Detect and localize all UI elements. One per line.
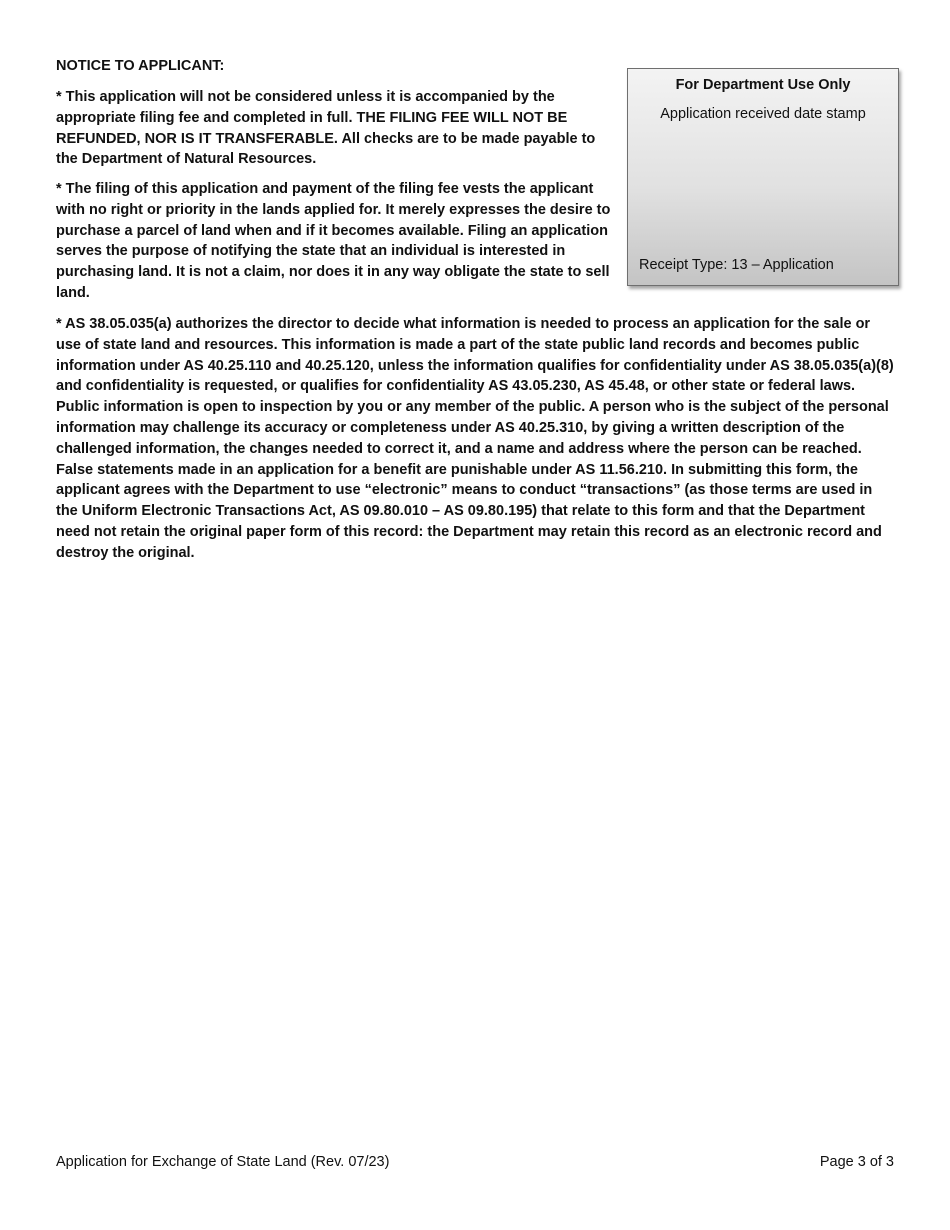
date-stamp-label: Application received date stamp <box>660 106 866 122</box>
notice-paragraph-no-priority: * The filing of this application and payment of the filing fee vests the applicant with no right or priority in the lands applied for. It merely expresses the desire to purchase a parcel of land when and if it becomes available. Filing an application serves the purpose of notifying the state that an individual is interested in purchasing land. It is not a claim, nor does it in any way obligate the state to sell land. <box>56 181 611 301</box>
department-use-box <box>627 68 899 286</box>
notice-heading: NOTICE TO APPLICANT: <box>56 58 225 74</box>
footer-form-name: Application for Exchange of State Land (Rev. 07/23) <box>56 1154 390 1170</box>
receipt-type-label: Receipt Type: 13 – Application <box>639 257 834 273</box>
footer-page-number: Page 3 of 3 <box>819 1154 894 1170</box>
notice-paragraph-public-information: * AS 38.05.035(a) authorizes the director to decide what information is needed to process an application for the sale or use of state land and resources. This information is made a part of the state public land records and becomes public information under AS 40.25.110 and 40.25.120, unless the information qualifies for confidentiality under AS 38.05.035(a)(8) and confidentiality is requested, or qualifies for confidentiality AS 43.05.230, AS 45.48, or other state or federal laws. Public information is open to inspection by you or any member of the public. A person who is the subject of the personal information may challenge its accuracy or completeness under AS 40.25.310, by giving a written description of the challenged information, the changes needed to correct it, and a name and address where the person can be reached. False statements made in an application for a benefit are punishable under AS 11.56.210. In submitting this form, the applicant agrees with the Department to use “electronic” means to conduct “transactions” (as those terms are used in the Uniform Electronic Transactions Act, AS 09.80.010 – AS 09.80.195) that relate to this form and that the Department need not retain the original paper form of this record: the Department may retain this record as an electronic record and destroy the original. <box>56 316 894 561</box>
notice-paragraph-filing-fee: * This application will not be considered unless it is accompanied by the appropriate filing fee and completed in full. THE FILING FEE WILL NOT BE REFUNDED, NOR IS IT TRANSFERABLE. All checks are to be made payable to the Department of Natural Resources. <box>56 89 596 168</box>
department-box-title: For Department Use Only <box>675 77 851 93</box>
